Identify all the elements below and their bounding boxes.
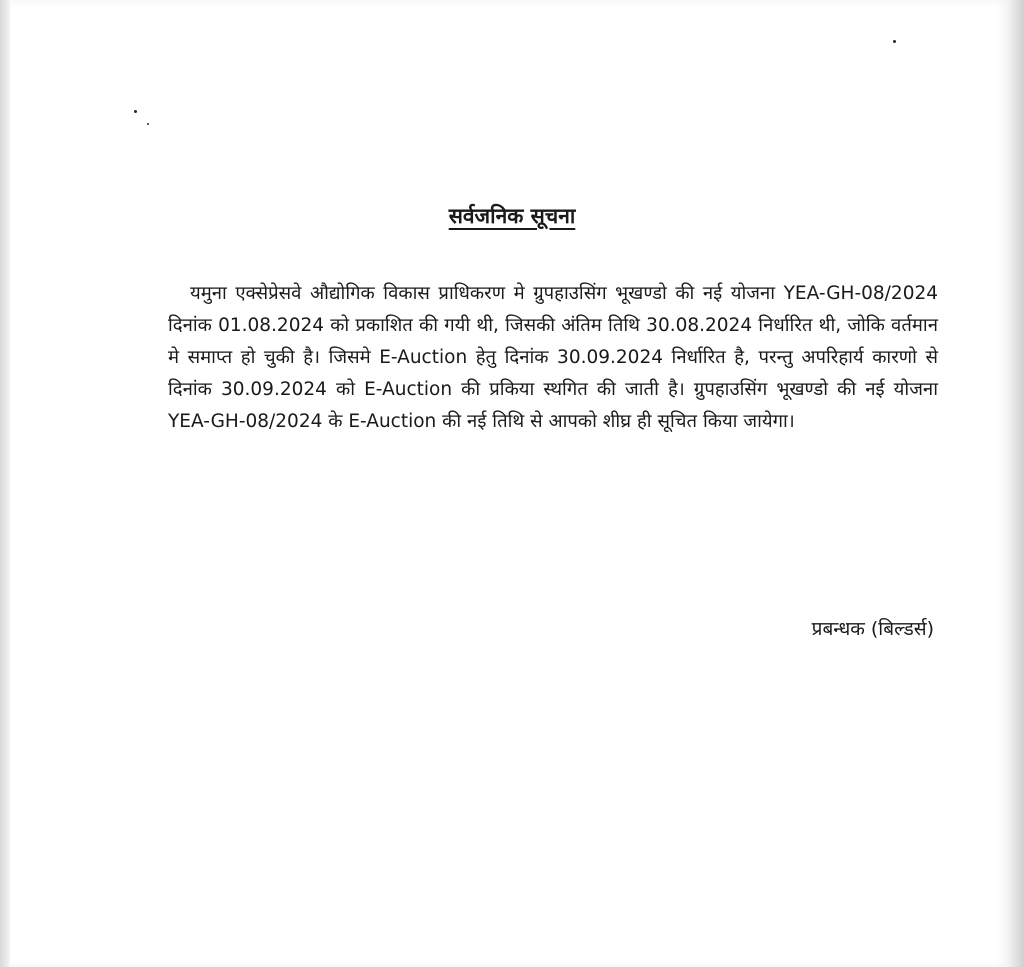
paper-right-edge: [1008, 0, 1024, 967]
notice-body: यमुना एक्सेप्रेसवे औद्योगिक विकास प्राधिकरण मे ग्रुपहाउसिंग भूखण्डो की नई योजना YEA-GH-08/2024 दिनांक 01.08.2024 को प्रकाशित की गयी थी, जिसकी अंतिम तिथि 30.08.2024 निर्धारित थी, जोकि वर्तमान मे समाप्त हो चुकी है। जिसमे E-Auction हेतु दिनांक 30.09.2024 निर्धारित है, परन्तु अपरिहार्य कारणो से दिनांक 30.09.2024 को E-Auction की प्रकिया स्थगित की जाती है। ग्रुपहाउसिंग भूखण्डो की नई योजना YEA-GH-08/2024 के E-Auction की नई तिथि से आपको शीघ्र ही सूचित किया जायेगा।: [168, 283, 938, 432]
scan-speck: [893, 40, 896, 43]
scan-speck: [147, 123, 149, 125]
signatory-designation: प्रबन्धक (बिल्डर्स): [811, 618, 934, 640]
paper-left-edge: [0, 0, 10, 967]
notice-title: सर्वजनिक सूचना: [448, 204, 576, 228]
scan-speck: [134, 110, 137, 113]
paper-sheet: [8, 0, 1010, 967]
